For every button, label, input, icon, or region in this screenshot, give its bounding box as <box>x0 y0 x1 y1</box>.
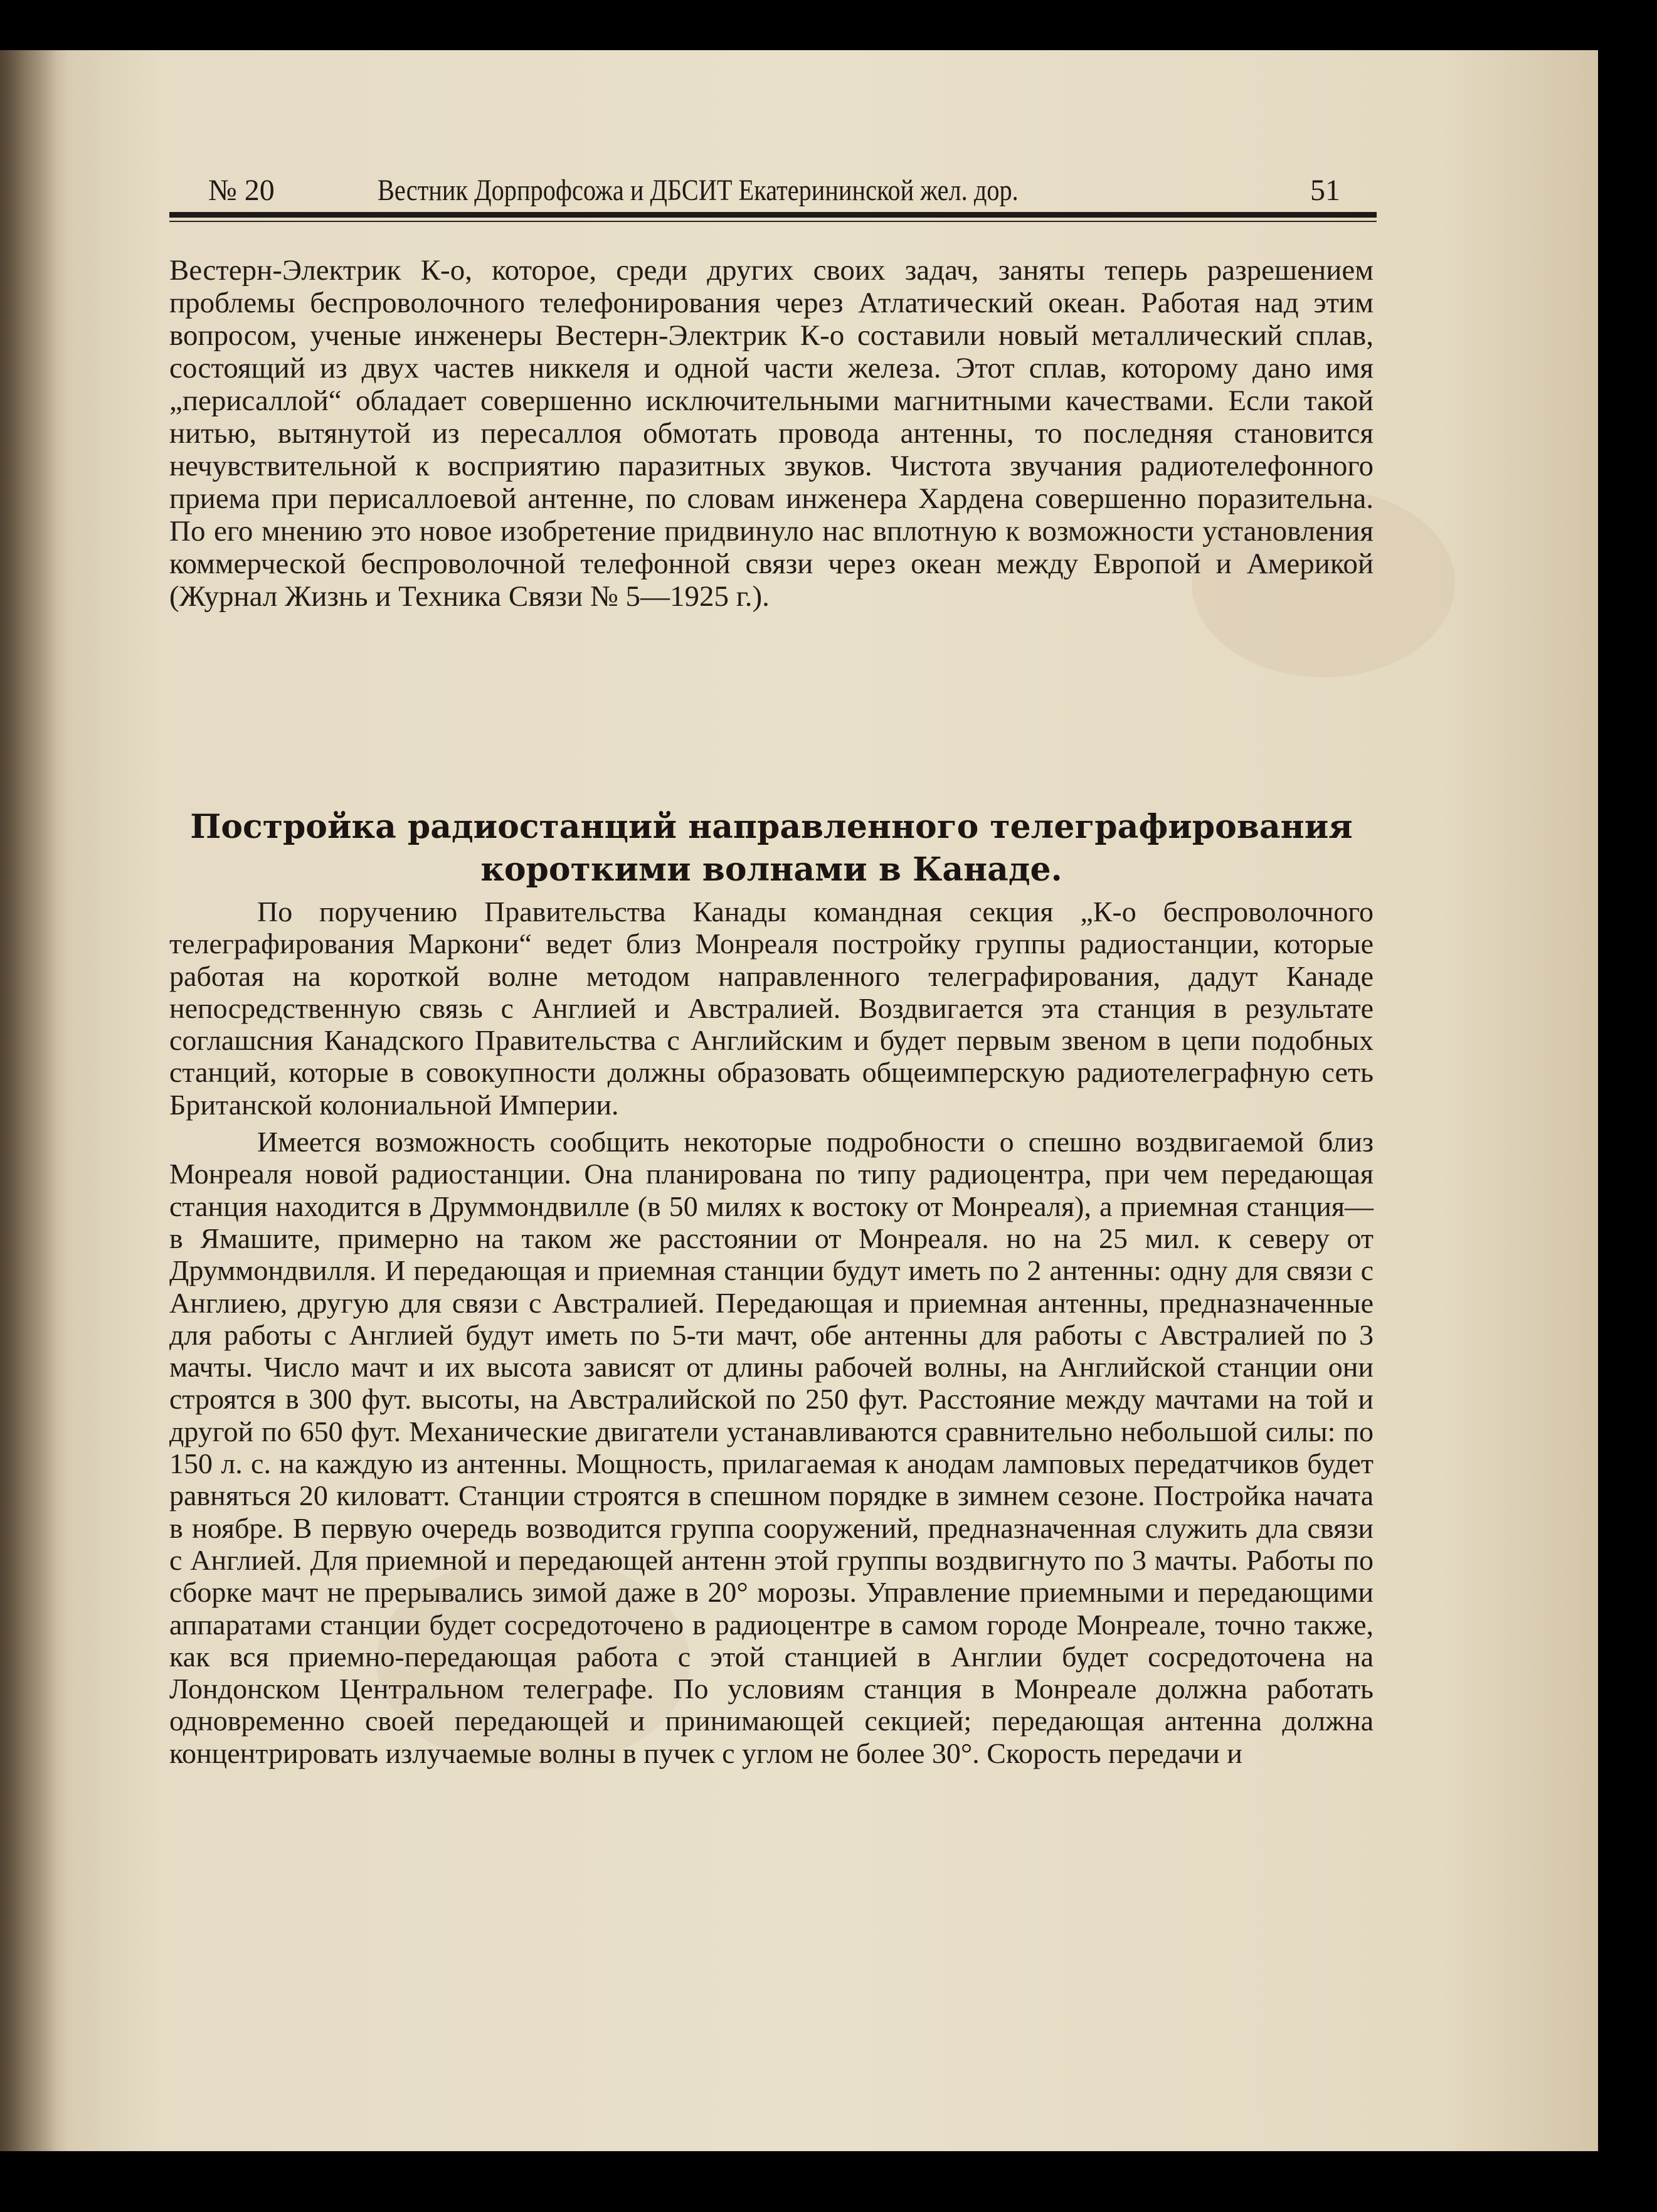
intro-text <box>169 254 1374 613</box>
journal-title: Вестник Дорпрофсожа и ДБСИТ Екатерининской жел. дор. <box>378 174 1019 207</box>
section-paragraph-2: Имеется возможность сообщить некоторые подробности о спешно воздвигаемой близ Монреаля новой радиостанции. Она планирована по типу радиоцентра, при чем передающая станция находится в Друммондвилле (в 50 милях к востоку от Монреаля), а приемная станция—в Ямашите, примерно на таком же расстоянии от Монреаля. но на 25 мил. к северу от Друммондвилля. И передающая и приемная станции будут иметь по 2 антенны: одну для связи с Англиею, другую для связи с Австралией. Передающая и приемная антенны, предназначенные для работы с Англией будут иметь по 5-ти мачт, обе антенны для работы с Австралией по 3 мачты. Число мачт и их высота зависят от длины рабочей волны, на Английской станции они строятся в 300 фут. высоты, на Австралийской по 250 фут. Расстояние между мачтами на той и другой по 650 фут. Механические двигатели устанавливаются сравнительно небольшой силы: по 150 л. с. на каждую из антенны. Мощность, прилагаемая к анодам ламповых передатчиков будет равняться 20 киловатт. Станции строятся в спешном порядке в зимнем сезоне. Постройка начата в ноябре. В первую очередь возводится группа сооружений, предназначенная служить дла связи с Англией. Для приемной и передающей антенн этой группы воздвигнуто по 3 мачты. Работы по сборке мачт не прерывались зимой даже в 20° морозы. Управление приемными и передающими аппаратами станции будет сосредоточено в радиоцентре в самом городе Монреале, точно также, как вся приемно-передающая работа с этой станцией в Англии будет сосредоточена на Лондонском Центральном телеграфе. По условиям станция в Монреале должна работать одновременно своей передающей и принимающей секцией; передающая антенна должна концентрировать излучаемые волны в пучек с углом не более 30°. Скорость передачи и <box>169 1126 1374 1769</box>
book-page <box>0 50 1598 2151</box>
running-header <box>164 173 1375 217</box>
page-number: 51 <box>1310 174 1340 207</box>
section-body <box>169 896 1374 1769</box>
page-gutter-shadow <box>0 50 56 2151</box>
section-paragraph-1: По поручению Правительства Канады командная секция „К-о беспроволочного телеграфирования Маркони“ ведет близ Монреаля постройку группы радиостанции, которые работая на короткой волне методом направленного телеграфирования, дадут Канаде непосредственную связь с Англией и Австралией. Воздвигается эта станция в результате соглашсния Канадского Правительства с Английским и будет первым звеном в цепи подобных станций, которые в совокупности должны образовать общеимперскую радиотелеграфную сеть Британской колониальной Империи. <box>169 896 1374 1121</box>
intro-paragraph: Вестерн-Электрик К-о, которое, среди других своих задач, заняты теперь разрешением проблемы беспроволочного телефонирования через Атлатический океан. Работая над этим вопросом, ученые инженеры Вестерн-Электрик К-о составили новый металлический сплав, состоящий из двух частев никкеля и одной части железа. Этот сплав, которому дано имя „перисаллой“ обладает совершенно исключительными магнитными качествами. Если такой нитью, вытянутой из пересаллоя обмотать провода антенны, то последняя становится нечувствительной к восприятию паразитных звуков. Чистота звучания радиотелефонного приема при перисаллоевой антенне, по словам инженера Хардена совершенно поразительна. По его мнению это новое изобретение придвинуло нас вплотную к возможности установления коммерческой беспроволочной телефонной связи через океан между Европой и Америкой (Журнал Жизнь и Техника Связи № 5—1925 г.). <box>169 254 1374 613</box>
header-rule-thin <box>169 221 1377 222</box>
issue-number: № 20 <box>208 174 275 207</box>
header-rule <box>169 212 1377 218</box>
section-heading: Постройка радиостанций направленного телеграфирования короткими волнами в Канаде. <box>190 808 1353 889</box>
